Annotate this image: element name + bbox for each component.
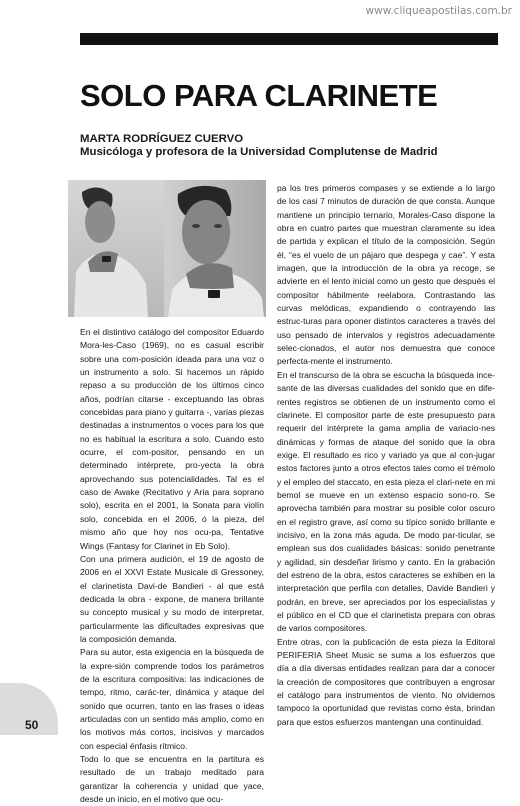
paragraph: pa los tres primeros compases y se extiende a lo largo de los casi 7 minutos de duración de que consta. Aunque mantiene un principio ternario, Morales-Caso dispone la obra en cuatro partes que muestran claramente su idea de partida y explican el título de la composición. Según él, “es el vuelo de un pájaro que despega y cae”. Y esta imagen, que la introducción de la obra ya recoge, se advierte en el lento inicial como un gesto que después el compositor hábilmente reelabora. Contrastando las curvas melódicas, expandiendo o contrayendo las estruc-turas para oponer distintos caracteres a través del uso pensado de intervalos y registros adecuadamente selec-cionados, el autor nos demuestra que conoce perfecta-mente el instrumento. (277, 183, 495, 367)
paragraph: Con una primera audición, el 19 de agosto de 2006 en el XXVI Estate Musicale di Gressoney, el clarinetista Davi-de Bandieri - al que está dedicada la obra - expone, de manera brillante su concepto musical y su modo de interpretar, particularmente las dificultades expresivas que la composición demanda. (80, 553, 264, 644)
paragraph: Todo lo que se encuentra en la partitura es resultado de un trabajo meditado para garantizar la coherencia y unidad que yace, desde un inicio, en el motivo que ocu- (80, 754, 264, 805)
article-author: MARTA RODRÍGUEZ CUERVO (80, 133, 244, 145)
paragraph: En el distintivo catálogo del compositor Eduardo Mora-les-Caso (1969), no es casual escribir sobre una com-posición ideada para una voz o un instrumento a solo. Si hacemos un rápido repaso a su producción de los últimos cinco años, podrían citarse - exceptuando las obras concebidas para piano y guitarra -, varias piezas destinadas a instrumentos o voces para los que no es habitual la escritura a solo. Cuando esto ocurre, el com-positor, pensando en un determinado intérprete, pro-yecta la obra aprovechando sus potencialidades. Tal es el caso de Awake (Recitativo y Aria para soprano solo), escrita en el 2001, la Sonata para violín solo, concebida en el 2006, ó la pieza, del mismo año que hoy nos ocu-pa, Tentative Wings (Fantasy for Clarinet in Eb Solo). (80, 327, 264, 551)
watermark-url: www.cliqueapostilas.com.br (365, 5, 512, 17)
page-number: 50 (25, 718, 39, 732)
header-rule (80, 33, 498, 45)
article-column-left (80, 326, 264, 806)
paragraph: En el transcurso de la obra se escucha la búsqueda ince-sante de las diversas cualidades del sonido que en dife-rentes registros se obtienen de un instrumento como el clarinete. El compositor parte de este presupuesto para requerir del intérprete la gama amplia de variacio-nes dinámicas y formas de ataque del sonido que la obra exige. El resultado es rico y variado ya que al con-jugar estos factores junto a otros efectos tales como el trémolo y el empleo del staccato, en esta pieza el clari-nete en mi bemol se mueve en un extenso espacio sono-ro. Se aprovecha también para mostrar su posible color oscuro en el registro grave, así como su típico sonido brillante e incisivo, en la zona más aguda. De modo par-ticular, se emplean sus dos cualidades básicas: sonido penetrante y agilidad, sin desdeñar lirismo y canto. En la grabación del estreno de la obra, estos caracteres se exhiben en la interpretación que perfila con detalles, Davide Bandieri y podrán, en breve, ser apreciados por los especialistas y el público en el CD que el clarinetista prepara con obras de varios compositores. (277, 369, 495, 634)
paragraph: Entre otras, con la publicación de esta pieza la Editoral PERIFERIA Sheet Music se suma a los esfuerzos que día a día diversas entidades realizan para dar a conocer la creación de compositores que contribuyen a engrosar el catálogo para instrumentos de viento. No olvidemos tampoco la oportunidad que revistas como ésta, brindan para que estos esfuerzos mantengan una continuidad. (277, 636, 495, 727)
paragraph: Para su autor, esta exigencia en la búsqueda de la expre-sión comprende todos los parámetros de la escritura compositiva: las indicaciones de tempo, ritmo, carác-ter, dinámica y ataque del sonido que ocurren, tanto en las frases o ideas articuladas con un sentido más amplio, como en los motivos más cortos, incisivos y marcados con especial énfasis rítmico. (80, 647, 264, 751)
article-title: SOLO PARA CLARINETE (80, 78, 438, 113)
article-column-right (277, 182, 495, 729)
portrait-photo (68, 180, 266, 317)
author-affiliation: Musicóloga y profesora de la Universidad Complutense de Madrid (80, 146, 438, 158)
